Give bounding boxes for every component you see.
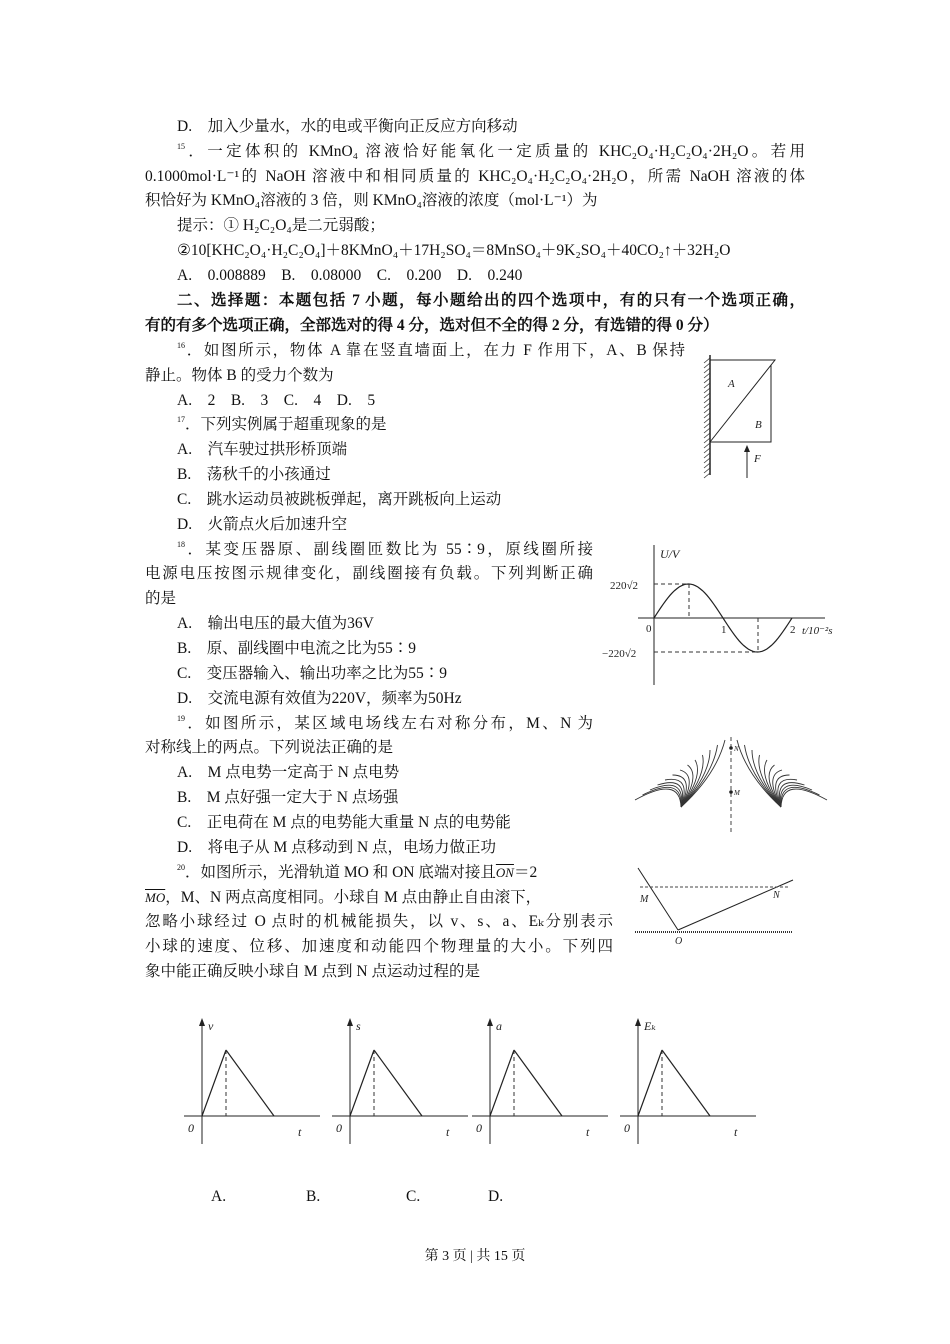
q20-line1	[177, 862, 537, 884]
q18-number: 18	[177, 540, 185, 549]
y-arrow-icon	[487, 1018, 493, 1026]
q20-line4: 小球的速度、位移、加速度和动能四个物理量的大小。下列四	[145, 938, 613, 955]
label-f: F	[754, 453, 761, 465]
graph-line-fall	[662, 1050, 710, 1116]
q16-line1	[177, 340, 685, 362]
q15-line1	[177, 141, 805, 163]
q18-option-b: B. 原、副线圈中电流之比为55∶9	[177, 640, 416, 657]
label-m: M	[734, 789, 740, 797]
label-n: N	[734, 745, 739, 753]
q19-option-a: A. M 点电势一定高于 N 点电势	[177, 764, 400, 781]
label-o: O	[675, 936, 683, 947]
y-arrow-icon	[635, 1018, 641, 1026]
q17-option-b: B. 荡秋千的小孩通过	[177, 466, 331, 483]
graph-option-d[interactable]: D.	[488, 1188, 504, 1205]
tick-1: 1	[721, 624, 727, 636]
q20-line5: 象中能正确反映小球自 M 点到 N 点运动过程的是	[145, 963, 480, 980]
graph-line-rise	[202, 1050, 226, 1116]
q15-hint2: ②10[KHC₂O₄·H₂C₂O₄]＋8KMnO₄＋17H₂SO₄＝8MnSO₄＋9K₂SO₄＋40CO₂↑＋32H₂O	[177, 242, 731, 259]
y-arrow-icon	[199, 1018, 205, 1026]
graph-c	[470, 1012, 610, 1147]
graph-option-c[interactable]: C.	[406, 1188, 421, 1205]
q17-option-c: C. 跳水运动员被跳板弹起，离开跳板向上运动	[177, 491, 502, 508]
ymin-label: −220√2	[602, 648, 637, 660]
q18-text: ．某变压器原、副线圈匝数比为 55∶9，原线圈所接	[185, 541, 593, 558]
section2-heading: 二、选择题：本题包括 7 小题，每小题给出的四个选项中，有的只有一个选项正确，	[177, 292, 805, 309]
x-axis-label: t/10⁻²s	[802, 625, 833, 637]
origin-label: 0	[188, 1121, 194, 1135]
q19-number: 19	[177, 714, 185, 723]
x-label: t	[446, 1125, 450, 1139]
q15-line3: 积恰好为 KMnO₄溶液的 3 倍，则 KMnO₄溶液的浓度（mol·L⁻¹）为	[145, 192, 598, 209]
wall-hatching	[704, 358, 710, 478]
q20-track-figure	[630, 860, 800, 950]
q18-line3: 的是	[145, 590, 177, 607]
q15-text: ．一定体积的 KMnO₄ 溶液恰好能氧化一定质量的 KHC₂O₄·H₂C₂O₄·2H₂O。若用	[185, 143, 805, 160]
q19-line2: 对称线上的两点。下列说法正确的是	[145, 739, 394, 756]
q19-option-d: D. 将电子从 M 点移动到 N 点，电场力做正功	[177, 839, 497, 856]
q18-line1	[177, 539, 593, 561]
q19-text: ．如图所示，某区域电场线左右对称分布，M、N 为	[185, 715, 593, 732]
q18-option-d: D. 交流电源有效值为220V，频率为50Hz	[177, 690, 462, 707]
graph-b	[330, 1012, 470, 1147]
graph-option-b[interactable]: B.	[306, 1188, 321, 1205]
origin-label: 0	[476, 1121, 482, 1135]
segment-on: $\overline{ON}$	[495, 865, 514, 880]
q15-options: A. 0.008889 B. 0.08000 C. 0.200 D. 0.240	[177, 267, 523, 284]
q16-number: 16	[177, 341, 185, 350]
q15-line2: 0.1000mol·L⁻¹的 NaOH 溶液中和相同质量的 KHC₂O₄·H₂C₂O₄·2H₂O，所需 NaOH 溶液的体	[145, 168, 805, 185]
q18-option-c: C. 变压器输入、输出功率之比为55∶9	[177, 665, 447, 682]
graph-line-rise	[350, 1050, 374, 1116]
q20-line2	[145, 887, 541, 909]
y-axis-label: U/V	[660, 547, 680, 561]
q17-option-a: A. 汽车驶过拱形桥顶端	[177, 441, 348, 458]
q18-voltage-graph	[600, 540, 833, 690]
label-m: M	[640, 894, 649, 905]
q16-blocks-figure	[695, 350, 785, 480]
graph-line-rise	[490, 1050, 514, 1116]
q18-option-a: A. 输出电压的最大值为36V	[177, 615, 374, 632]
q14-option-d: D. 加入少量水，水的电或平衡向正反应方向移动	[177, 118, 518, 135]
q20-eq: ＝2	[513, 864, 538, 881]
x-label: t	[734, 1125, 738, 1139]
q16-text: ．如图所示，物体 A 靠在竖直墙面上，在力 F 作用下，A、B 保持	[185, 342, 685, 359]
q15-hint1: 提示：① H₂C₂O₄是二元弱酸；	[177, 217, 385, 234]
graph-option-a[interactable]: A.	[211, 1188, 227, 1205]
q19-electric-field-figure	[610, 735, 825, 835]
y-label: a	[496, 1019, 502, 1033]
q20-text: ．如图所示，光滑轨道 MO 和 ON 底端对接且	[185, 864, 496, 881]
y-label: Eₖ	[644, 1019, 656, 1033]
force-arrowhead-icon	[744, 445, 750, 452]
q17-text: ．下列实例属于超重现象的是	[185, 416, 387, 433]
segment-mo: $\overline{MO}$	[145, 890, 166, 905]
graph-line-fall	[226, 1050, 274, 1116]
q18-line2: 电源电压按图示规律变化，副线圈接有负载。下列判断正确	[145, 565, 593, 582]
label-n: N	[773, 890, 780, 901]
y-label: v	[208, 1019, 214, 1033]
tick-2: 2	[790, 624, 796, 636]
graph-line-rise	[638, 1050, 662, 1116]
ymax-label: 220√2	[610, 580, 639, 592]
x-label: t	[298, 1125, 302, 1139]
q20-number: 20	[177, 863, 185, 872]
origin-label: 0	[646, 623, 652, 635]
y-label: s	[356, 1019, 361, 1033]
graph-d	[618, 1012, 758, 1147]
q17-option-d: D. 火箭点火后加速升空	[177, 516, 348, 533]
q20-line3: 忽略小球经过 O 点时的机械能损失，以 v、s、a、Eₖ分别表示	[145, 913, 613, 930]
y-arrow-icon	[347, 1018, 353, 1026]
origin-label: 0	[624, 1121, 630, 1135]
q15-number: 15	[177, 142, 185, 151]
label-a: A	[728, 378, 735, 390]
q16-line2: 静止。物体 B 的受力个数为	[145, 367, 334, 384]
q19-option-b: B. M 点好强一定大于 N 点场强	[177, 789, 399, 806]
point-m	[729, 790, 733, 794]
section2-heading-2: 有的有多个选项正确，全部选对的得 4 分，选对但不全的得 2 分，有选错的得 0 分）	[145, 317, 719, 334]
q17-stem	[177, 414, 387, 436]
origin-label: 0	[336, 1121, 342, 1135]
label-b: B	[755, 419, 762, 431]
page-footer: 第 3 页 | 共 15 页	[424, 1249, 526, 1264]
q19-line1	[177, 713, 593, 735]
graph-line-fall	[514, 1050, 562, 1116]
graph-line-fall	[374, 1050, 422, 1116]
x-label: t	[586, 1125, 590, 1139]
graph-a	[182, 1012, 322, 1147]
q16-options: A. 2 B. 3 C. 4 D. 5	[177, 392, 376, 409]
point-n	[729, 746, 733, 750]
q17-number: 17	[177, 415, 185, 424]
q19-option-c: C. 正电荷在 M 点的电势能大重量 N 点的电势能	[177, 814, 511, 831]
block-a	[710, 360, 775, 442]
q20-text-2: ，M、N 两点高度相同。小球自 M 点由静止自由滚下，	[165, 889, 542, 906]
